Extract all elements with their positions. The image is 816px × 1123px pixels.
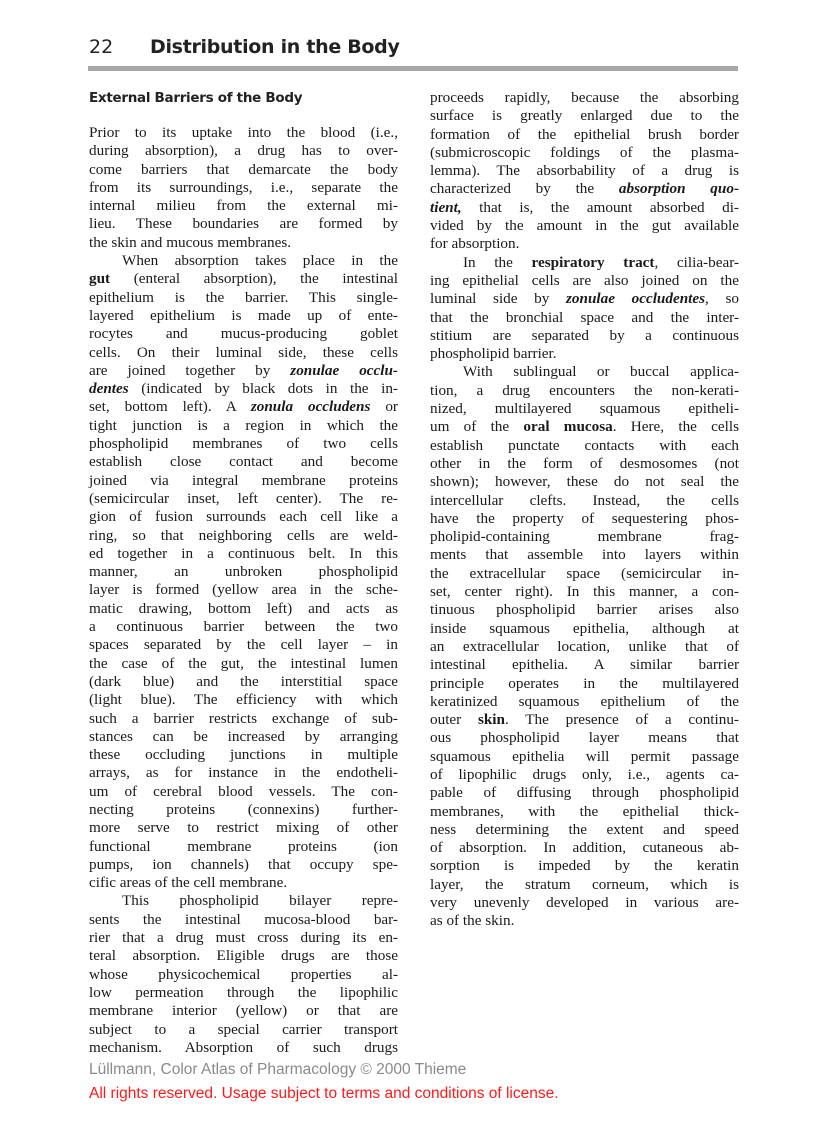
text-line: spaces separated by the cell layer – in <box>89 636 398 654</box>
text-line: sorption is impeded by the keratin <box>430 857 739 875</box>
text-line: mechanism. Absorption of such drugs <box>89 1038 398 1056</box>
text-line: In the respiratory tract, cilia-bear- <box>463 253 739 271</box>
text-line: vided by the amount in the gut available <box>430 217 739 235</box>
text-line: are joined together by zonulae occlu- <box>89 361 398 379</box>
text-line: With sublingual or buccal applica- <box>463 363 739 381</box>
copyright-notice: Lüllmann, Color Atlas of Pharmacology © 2000 Thieme <box>89 1061 467 1078</box>
text-line: proceeds rapidly, because the absorbing <box>430 89 739 106</box>
text-line: pable of diffusing through phospholipid <box>430 784 739 802</box>
left-column <box>89 124 398 1057</box>
text-line: layered epithelium is made up of ente- <box>89 306 398 324</box>
text-line: sents the intestinal mucosa-blood bar- <box>89 910 398 928</box>
text-line: stances can be increased by arranging <box>89 727 398 745</box>
text-line: ous phospholipid layer means that <box>430 729 739 747</box>
text-line: layer is formed (yellow area in the sche- <box>89 581 398 599</box>
text-line: um of the oral mucosa. Here, the cells <box>430 418 739 436</box>
right-column <box>430 89 739 931</box>
text-line: rier that a drug must cross during its en- <box>89 929 398 947</box>
bold-term: respiratory tract <box>531 253 655 271</box>
text-line: surface is greatly enlarged due to the <box>430 107 739 125</box>
text-line: establish punctate contacts with each <box>430 436 739 454</box>
text-line: the case of the gut, the intestinal lumen <box>89 654 398 672</box>
text-line: these occluding junctions in multiple <box>89 746 398 764</box>
text-line: rocytes and mucus-producing goblet <box>89 325 398 343</box>
text-line: This phospholipid bilayer repre- <box>122 892 398 910</box>
text-line: lemma). The absorbability of a drug is <box>430 162 739 180</box>
text-line: whose physicochemical properties al- <box>89 965 398 983</box>
text-line: intercellular clefts. Instead, the cells <box>430 491 739 509</box>
text-line: membrane interior (yellow) or that are <box>89 1002 398 1020</box>
italic-term: tient, <box>430 198 462 216</box>
text-line: phospholipid membranes of two cells <box>89 435 398 453</box>
bold-term: skin <box>477 711 505 729</box>
italic-term: zonulae occlu- <box>290 361 398 379</box>
text-line: stitium are separated by a continuous <box>430 326 739 344</box>
text-line: set, bottom left). A zonula occludens or <box>89 398 398 416</box>
text-line: that the bronchial space and the inter- <box>430 308 739 326</box>
text-line: necting proteins (connexins) further- <box>89 800 398 818</box>
text-line: (semicircular inset, left center). The re- <box>89 489 398 507</box>
text-line: membranes, with the epithelial thick- <box>430 802 739 820</box>
text-line: nized, multilayered squamous epitheli- <box>430 400 739 418</box>
text-line: Prior to its uptake into the blood (i.e., <box>89 124 398 141</box>
text-line: inside squamous epithelia, although at <box>430 619 739 637</box>
text-line: ed together in a continuous belt. In this <box>89 544 398 562</box>
text-line: ness determining the extent and speed <box>430 820 739 838</box>
text-line: squamous epithelia will permit passage <box>430 747 739 765</box>
text-line: ring, so that neighboring cells are weld- <box>89 526 398 544</box>
text-line: other in the form of desmosomes (not <box>430 454 739 472</box>
text-line: keratinized squamous epithelium of the <box>430 692 739 710</box>
text-line: luminal side by zonulae occludentes, so <box>430 290 739 308</box>
text-line: intestinal epithelia. A similar barrier <box>430 656 739 674</box>
text-line: tient, that is, the amount absorbed di- <box>430 198 739 216</box>
text-line: phospholipid barrier. <box>430 345 557 363</box>
text-line: establish close contact and become <box>89 453 398 471</box>
text-line: come barriers that demarcate the body <box>89 160 398 178</box>
text-line: functional membrane proteins (ion <box>89 837 398 855</box>
text-line: characterized by the absorption quo- <box>430 180 739 198</box>
text-line: an extracellular location, unlike that of <box>430 637 739 655</box>
text-line: tight junction is a region in which the <box>89 416 398 434</box>
license-notice: All rights reserved. Usage subject to terms and conditions of license. <box>89 1085 559 1102</box>
text-line: principle operates in the multilayered <box>430 674 739 692</box>
text-line: a continuous barrier between the two <box>89 618 398 636</box>
italic-term: zonula occludens <box>250 398 371 416</box>
page-number: 22 <box>89 36 114 58</box>
text-line: cific areas of the cell membrane. <box>89 874 288 892</box>
text-line: subject to a special carrier transport <box>89 1020 398 1038</box>
text-line: dentes (indicated by black dots in the in- <box>89 380 398 398</box>
text-line: pholipid-containing membrane frag- <box>430 528 739 546</box>
text-line: matic drawing, bottom left) and acts as <box>89 599 398 617</box>
text-line: gut (enteral absorption), the intestinal <box>89 270 398 288</box>
text-line: ing epithelial cells are also joined on the <box>430 271 739 289</box>
text-line: joined via integral membrane proteins <box>89 471 398 489</box>
section-heading: External Barriers of the Body <box>89 90 303 106</box>
text-line: the skin and mucous membranes. <box>89 233 292 251</box>
page-title: Distribution in the Body <box>150 36 400 58</box>
text-line: internal milieu from the external mi- <box>89 197 398 215</box>
text-line: the extracellular space (semicircular in- <box>430 564 739 582</box>
text-line: for absorption. <box>430 235 520 253</box>
text-line: epithelium is the barrier. This single- <box>89 288 398 306</box>
italic-term: dentes <box>89 380 129 398</box>
text-line: gion of fusion surrounds each cell like a <box>89 508 398 526</box>
header-rule <box>88 66 738 71</box>
text-line: ments that assemble into layers within <box>430 546 739 564</box>
bold-term: gut <box>89 270 111 288</box>
text-line: (dark blue) and the interstitial space <box>89 672 398 690</box>
text-line: set, center right). In this manner, a con- <box>430 583 739 601</box>
text-line: tinuous phospholipid barrier arises also <box>430 601 739 619</box>
text-line: more serve to restrict mixing of other <box>89 819 398 837</box>
italic-term: zonulae occludentes <box>566 290 706 308</box>
text-line: teral absorption. Eligible drugs are those <box>89 947 398 965</box>
text-line: um of cerebral blood vessels. The con- <box>89 782 398 800</box>
text-line: shown); however, these do not seal the <box>430 473 739 491</box>
text-line: When absorption takes place in the <box>122 252 398 270</box>
text-line: of absorption. In addition, cutaneous ab- <box>430 839 739 857</box>
italic-term: absorption quo- <box>618 180 739 198</box>
text-line: cells. On their luminal side, these cells <box>89 343 398 361</box>
text-line: layer, the stratum corneum, which is <box>430 875 739 893</box>
text-line: outer skin. The presence of a continu- <box>430 711 739 729</box>
text-line: as of the skin. <box>430 912 515 930</box>
text-line: (submicroscopic foldings of the plasma- <box>430 143 739 161</box>
text-line: very unevenly developed in various are- <box>430 894 739 912</box>
text-line: have the property of sequestering phos- <box>430 509 739 527</box>
text-line: during absorption), a drug has to over- <box>89 142 398 160</box>
text-line: low permeation through the lipophilic <box>89 983 398 1001</box>
text-line: from its surroundings, i.e., separate the <box>89 178 398 196</box>
text-line: such a barrier restricts exchange of sub- <box>89 709 398 727</box>
text-line: formation of the epithelial brush border <box>430 125 739 143</box>
text-line: pumps, ion channels) that occupy spe- <box>89 855 398 873</box>
text-line: tion, a drug encounters the non-kerati- <box>430 381 739 399</box>
text-line: (light blue). The efficiency with which <box>89 691 398 709</box>
text-line: of lipophilic drugs only, i.e., agents ca- <box>430 765 739 783</box>
text-line: arrays, as for instance in the endotheli- <box>89 764 398 782</box>
bold-term: oral mucosa <box>523 418 613 436</box>
text-line: lieu. These boundaries are formed by <box>89 215 398 233</box>
text-line: manner, an unbroken phospholipid <box>89 563 398 581</box>
